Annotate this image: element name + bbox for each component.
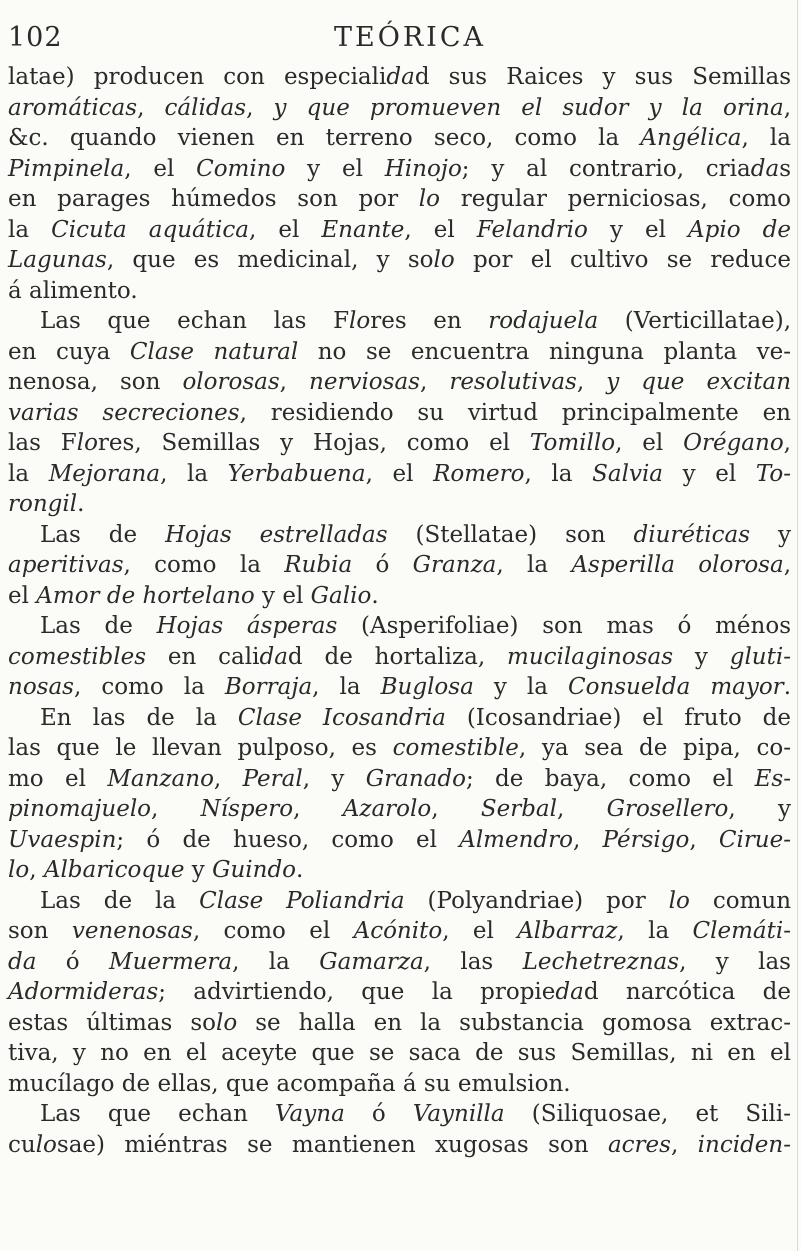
text-line: lo, Albaricoque y Guindo.	[8, 857, 304, 883]
text-line: nosas, como la Borraja, la Buglosa y la Consuelda mayor.	[8, 674, 791, 700]
text-line: las Flores, Semillas y Hojas, como el Tomillo, el Orégano,	[8, 430, 791, 456]
text-line: Las que echan las Flores en rodajuela (Verticillatae),	[40, 308, 791, 334]
text-line: Las que echan Vayna ó Vaynilla (Siliquosae, et Sili-	[40, 1101, 791, 1127]
text-line: varias secreciones, residiendo su virtud principalmente en	[8, 399, 791, 426]
text-line: tiva, y no en el aceyte que se saca de sus Semillas, ni en el	[8, 1040, 791, 1066]
text-line: latae) producen con especialidad sus Raices y sus Semillas	[8, 64, 791, 90]
text-line: Las de la Clase Poliandria (Polyandriae) por lo comun	[40, 887, 792, 914]
text-line: á alimento.	[8, 277, 138, 304]
text-line: Lagunas, que es medicinal, y solo por el cultivo se reduce	[8, 247, 791, 273]
text-line: rongil.	[8, 491, 85, 517]
text-line: aperitivas, como la Rubia ó Granza, la Asperilla olorosa,	[8, 552, 791, 578]
page-header	[8, 22, 788, 62]
text-line: Pimpinela, el Comino y el Hinojo; y al contrario, criadas	[8, 155, 791, 182]
body-text	[8, 62, 791, 1160]
text-line: son venenosas, como el Acónito, el Albarraz, la Clemáti-	[8, 918, 791, 944]
text-line: pinomajuelo, Níspero, Azarolo, Serbal, Grosellero, y	[8, 796, 791, 822]
text-line: en parages húmedos son por lo regular perniciosas, como	[8, 186, 791, 212]
text-line: la Mejorana, la Yerbabuena, el Romero, la Salvia y el To-	[8, 460, 791, 487]
text-line: mucílago de ellas, que acompaña á su emulsion.	[8, 1070, 571, 1097]
text-line: Uvaespin; ó de hueso, como el Almendro, Pérsigo, Cirue-	[8, 826, 792, 853]
text-line: aromáticas, cálidas, y que promueven el sudor y la orina,	[8, 94, 792, 121]
text-line: nenosa, son olorosas, nerviosas, resolutivas, y que excitan	[8, 369, 792, 395]
text-line: Las de Hojas estrelladas (Stellatae) son diuréticas y	[40, 521, 791, 548]
text-line: da ó Muermera, la Gamarza, las Lechetreznas, y las	[8, 948, 791, 975]
text-line: mo el Manzano, Peral, y Granado; de baya, como el Es-	[8, 765, 791, 792]
text-line: estas últimas solo se halla en la substancia gomosa extrac-	[8, 1009, 791, 1036]
text-line: las que le llevan pulposo, es comestible, ya sea de pipa, co-	[8, 735, 791, 761]
text-line: el Amor de hortelano y el Galio.	[8, 582, 379, 609]
text-line: comestibles en calidad de hortaliza, mucilaginosas y gluti-	[8, 643, 791, 670]
text-line: la Cicuta aquática, el Enante, el Felandrio y el Apio de	[8, 216, 791, 243]
text-line: culosae) miéntras se mantienen xugosas son acres, inciden-	[8, 1131, 791, 1158]
text-line: &c. quando vienen en terreno seco, como la Angélica, la	[8, 125, 791, 151]
text-line: Adormideras; advirtiendo, que la propiedad narcótica de	[8, 979, 791, 1005]
text-line: Las de Hojas ásperas (Asperifoliae) son mas ó ménos	[40, 613, 791, 639]
page-edge-line	[797, 0, 798, 1251]
page-number: 102	[8, 22, 63, 53]
text-line: En las de la Clase Icosandria (Icosandriae) el fruto de	[40, 704, 791, 731]
text-line: en cuya Clase natural no se encuentra ninguna planta ve-	[8, 338, 792, 365]
running-head: TEÓRICA	[334, 22, 487, 53]
